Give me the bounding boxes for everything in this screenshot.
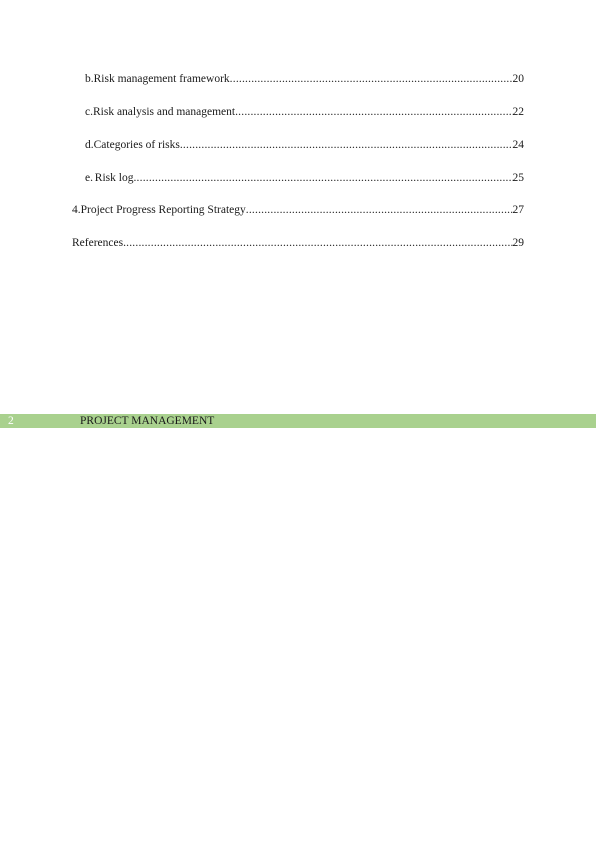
toc-entry-number: 4. bbox=[72, 204, 81, 216]
toc-entry-number: c. bbox=[85, 106, 93, 118]
toc-entry-label: Risk management framework bbox=[93, 73, 230, 85]
toc-dot-leader bbox=[180, 138, 513, 152]
footer-page-number: 2 bbox=[8, 415, 14, 427]
toc-entry-risk-analysis[interactable] bbox=[85, 105, 524, 119]
toc-entry-number: d. bbox=[85, 139, 94, 151]
toc-entry-page: 25 bbox=[512, 172, 524, 184]
toc-entry-page: 27 bbox=[512, 204, 524, 216]
toc-entry-label: Risk analysis and management bbox=[92, 106, 236, 118]
toc-entry-risk-management-framework[interactable] bbox=[85, 72, 524, 86]
toc-dot-leader bbox=[235, 105, 512, 119]
toc-entry-label: Categories of risks bbox=[93, 139, 180, 151]
toc-entry-number: b. bbox=[85, 73, 94, 85]
toc-entry-label: Risk log bbox=[94, 172, 134, 184]
toc-entry-progress-reporting[interactable] bbox=[72, 203, 524, 217]
toc-entry-references[interactable] bbox=[72, 236, 524, 250]
toc-dot-leader bbox=[230, 72, 513, 86]
toc-dot-leader bbox=[133, 171, 512, 185]
toc-dot-leader bbox=[246, 203, 513, 217]
footer-running-title: PROJECT MANAGEMENT bbox=[80, 415, 215, 427]
toc-entry-page: 24 bbox=[512, 139, 524, 151]
toc-entry-categories-of-risks[interactable] bbox=[85, 138, 524, 152]
toc-entry-page: 22 bbox=[512, 106, 524, 118]
toc-entry-label: References bbox=[72, 237, 124, 249]
toc-entry-label: Project Progress Reporting Strategy bbox=[80, 204, 246, 216]
toc-entry-page: 20 bbox=[512, 73, 524, 85]
page-footer-band bbox=[0, 414, 596, 428]
toc-dot-leader bbox=[123, 236, 512, 250]
toc-entry-page: 29 bbox=[512, 237, 524, 249]
toc-entry-number: e. bbox=[85, 172, 93, 184]
toc-entry-risk-log[interactable] bbox=[85, 171, 524, 185]
